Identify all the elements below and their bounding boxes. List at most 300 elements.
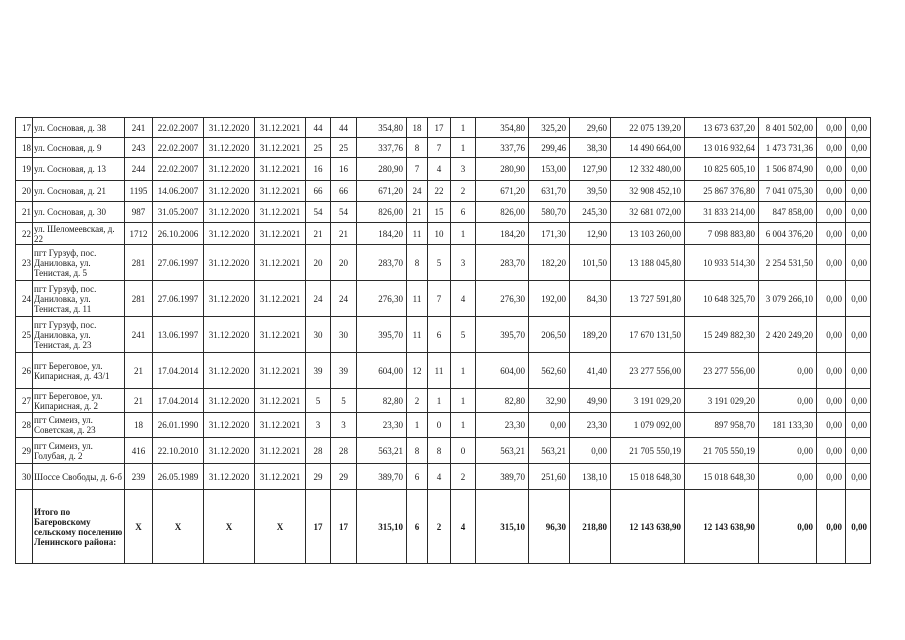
count-cell-4: 0 (428, 413, 451, 438)
area-cell-4: 39,50 (570, 181, 611, 202)
cell-code: 21 (125, 389, 153, 413)
count-cell-4: 22 (428, 181, 451, 202)
count-cell-2: 24 (331, 281, 357, 317)
table-row (16, 413, 871, 438)
zero-cell-1: 0,00 (817, 158, 846, 181)
zero-cell-1: 0,00 (817, 389, 846, 413)
zero-cell-1: 0,00 (817, 181, 846, 202)
zero-cell-2: 0,00 (846, 438, 871, 464)
address-cell: пгт Береговое, ул. Кипарисная, д. 43/1 (33, 353, 125, 389)
zero-cell-2: 0,00 (846, 389, 871, 413)
date-cell-1: 22.02.2007 (153, 138, 204, 158)
date-cell-2: 31.12.2020 (204, 158, 255, 181)
count-cell-1: 54 (306, 202, 331, 223)
count-cell-5: 1 (451, 118, 476, 138)
zero-cell-1: 0,00 (817, 245, 846, 281)
count-cell-4: 5 (428, 245, 451, 281)
zero-cell-2: 0,00 (846, 202, 871, 223)
total-count-cell-1: 17 (306, 490, 331, 564)
area-cell-1: 82,80 (357, 389, 407, 413)
date-cell-3: 31.12.2021 (255, 281, 306, 317)
count-cell-4: 6 (428, 317, 451, 353)
area-cell-4: 245,30 (570, 202, 611, 223)
cell-code: 1712 (125, 223, 153, 245)
count-cell-1: 20 (306, 245, 331, 281)
sum-cell-2: 31 833 214,00 (685, 202, 759, 223)
sum-cell-1: 14 490 664,00 (611, 138, 685, 158)
date-cell-2: 31.12.2020 (204, 413, 255, 438)
date-cell-1: 13.06.1997 (153, 317, 204, 353)
area-cell-2: 563,21 (476, 438, 529, 464)
area-cell-2: 671,20 (476, 181, 529, 202)
address-cell: пгт Симеиз, ул. Советская, д. 23 (33, 413, 125, 438)
count-cell-1: 66 (306, 181, 331, 202)
count-cell-3: 6 (407, 464, 428, 490)
cell-code: 281 (125, 245, 153, 281)
area-cell-1: 563,21 (357, 438, 407, 464)
sum-cell-3: 0,00 (759, 464, 817, 490)
total-area-cell-4: 218,80 (570, 490, 611, 564)
count-cell-2: 30 (331, 317, 357, 353)
sum-cell-1: 13 103 260,00 (611, 223, 685, 245)
table-row (16, 245, 871, 281)
sum-cell-2: 21 705 550,19 (685, 438, 759, 464)
count-cell-4: 11 (428, 353, 451, 389)
date-cell-1: 22.02.2007 (153, 118, 204, 138)
table-row (16, 158, 871, 181)
area-cell-2: 337,76 (476, 138, 529, 158)
date-cell-1: 26.01.1990 (153, 413, 204, 438)
date-cell-3: 31.12.2021 (255, 223, 306, 245)
sum-cell-2: 15 018 648,30 (685, 464, 759, 490)
date-cell-1: 31.05.2007 (153, 202, 204, 223)
area-cell-1: 23,30 (357, 413, 407, 438)
date-cell-3: 31.12.2021 (255, 464, 306, 490)
address-cell: пгт Гурзуф, пос. Даниловка, ул. Тенистая, д. 5 (33, 245, 125, 281)
count-cell-4: 4 (428, 158, 451, 181)
table-row (16, 389, 871, 413)
address-cell: ул. Сосновая, д. 13 (33, 158, 125, 181)
total-zero-cell-2: 0,00 (846, 490, 871, 564)
count-cell-2: 44 (331, 118, 357, 138)
total-count-cell-2: 17 (331, 490, 357, 564)
count-cell-5: 1 (451, 413, 476, 438)
table-row (16, 317, 871, 353)
count-cell-5: 3 (451, 245, 476, 281)
area-cell-4: 23,30 (570, 413, 611, 438)
total-row (16, 490, 871, 564)
area-cell-2: 604,00 (476, 353, 529, 389)
count-cell-3: 11 (407, 223, 428, 245)
total-area-cell-3: 96,30 (529, 490, 570, 564)
row-number: 28 (16, 413, 33, 438)
table-row (16, 138, 871, 158)
total-area-cell-1: 315,10 (357, 490, 407, 564)
total-sum-cell-2: 12 143 638,90 (685, 490, 759, 564)
area-cell-4: 84,30 (570, 281, 611, 317)
date-cell-3: 31.12.2021 (255, 317, 306, 353)
row-number: 20 (16, 181, 33, 202)
cell-code: 241 (125, 118, 153, 138)
address-cell: ул. Сосновая, д. 38 (33, 118, 125, 138)
count-cell-3: 8 (407, 245, 428, 281)
address-cell: ул. Сосновая, д. 21 (33, 181, 125, 202)
count-cell-1: 25 (306, 138, 331, 158)
sum-cell-3: 1 506 874,90 (759, 158, 817, 181)
sum-cell-2: 13 016 932,64 (685, 138, 759, 158)
row-number: 22 (16, 223, 33, 245)
count-cell-3: 21 (407, 202, 428, 223)
zero-cell-2: 0,00 (846, 181, 871, 202)
date-cell-3: 31.12.2021 (255, 389, 306, 413)
sum-cell-1: 12 332 480,00 (611, 158, 685, 181)
count-cell-3: 8 (407, 138, 428, 158)
row-number: 21 (16, 202, 33, 223)
date-cell-2: 31.12.2020 (204, 138, 255, 158)
sum-cell-2: 10 933 514,30 (685, 245, 759, 281)
total-count-cell-3: 6 (407, 490, 428, 564)
row-number: 24 (16, 281, 33, 317)
count-cell-1: 3 (306, 413, 331, 438)
count-cell-1: 5 (306, 389, 331, 413)
date-cell-2: 31.12.2020 (204, 353, 255, 389)
sum-cell-3: 0,00 (759, 389, 817, 413)
sum-cell-3: 7 041 075,30 (759, 181, 817, 202)
count-cell-5: 2 (451, 464, 476, 490)
count-cell-4: 15 (428, 202, 451, 223)
date-cell-2: 31.12.2020 (204, 118, 255, 138)
count-cell-2: 5 (331, 389, 357, 413)
area-cell-4: 127,90 (570, 158, 611, 181)
sum-cell-2: 25 867 376,80 (685, 181, 759, 202)
table-row (16, 281, 871, 317)
address-cell: ул. Сосновая, д. 30 (33, 202, 125, 223)
cell-code: 243 (125, 138, 153, 158)
area-cell-1: 389,70 (357, 464, 407, 490)
date-cell-1: 26.05.1989 (153, 464, 204, 490)
zero-cell-2: 0,00 (846, 413, 871, 438)
zero-cell-1: 0,00 (817, 223, 846, 245)
date-cell-2: 31.12.2020 (204, 281, 255, 317)
count-cell-2: 16 (331, 158, 357, 181)
count-cell-5: 3 (451, 158, 476, 181)
area-cell-3: 153,00 (529, 158, 570, 181)
count-cell-2: 39 (331, 353, 357, 389)
area-cell-1: 283,70 (357, 245, 407, 281)
date-cell-2: 31.12.2020 (204, 438, 255, 464)
count-cell-3: 24 (407, 181, 428, 202)
date-cell-1: 27.06.1997 (153, 245, 204, 281)
sum-cell-2: 7 098 883,80 (685, 223, 759, 245)
count-cell-3: 7 (407, 158, 428, 181)
row-number (16, 490, 33, 564)
table-row (16, 438, 871, 464)
date-cell-2: 31.12.2020 (204, 202, 255, 223)
address-cell: пгт Береговое, ул. Кипарисная, д. 2 (33, 389, 125, 413)
area-cell-1: 354,80 (357, 118, 407, 138)
area-cell-3: 32,90 (529, 389, 570, 413)
count-cell-4: 8 (428, 438, 451, 464)
count-cell-1: 16 (306, 158, 331, 181)
area-cell-4: 41,40 (570, 353, 611, 389)
area-cell-1: 395,70 (357, 317, 407, 353)
row-number: 25 (16, 317, 33, 353)
area-cell-2: 283,70 (476, 245, 529, 281)
zero-cell-1: 0,00 (817, 202, 846, 223)
area-cell-3: 206,50 (529, 317, 570, 353)
housing-table (15, 117, 871, 564)
area-cell-2: 395,70 (476, 317, 529, 353)
area-cell-3: 325,20 (529, 118, 570, 138)
date-cell-1: 17.04.2014 (153, 353, 204, 389)
area-cell-2: 82,80 (476, 389, 529, 413)
area-cell-4: 29,60 (570, 118, 611, 138)
address-cell: пгт Гурзуф, пос. Даниловка, ул. Тенистая, д. 23 (33, 317, 125, 353)
zero-cell-1: 0,00 (817, 118, 846, 138)
row-number: 30 (16, 464, 33, 490)
total-date-cell-3: X (255, 490, 306, 564)
count-cell-3: 12 (407, 353, 428, 389)
sum-cell-3: 0,00 (759, 438, 817, 464)
date-cell-3: 31.12.2021 (255, 181, 306, 202)
sum-cell-1: 23 277 556,00 (611, 353, 685, 389)
area-cell-3: 562,60 (529, 353, 570, 389)
zero-cell-1: 0,00 (817, 317, 846, 353)
sum-cell-1: 32 681 072,00 (611, 202, 685, 223)
count-cell-3: 11 (407, 317, 428, 353)
cell-code: 244 (125, 158, 153, 181)
area-cell-2: 354,80 (476, 118, 529, 138)
area-cell-2: 23,30 (476, 413, 529, 438)
date-cell-2: 31.12.2020 (204, 181, 255, 202)
zero-cell-2: 0,00 (846, 281, 871, 317)
count-cell-1: 30 (306, 317, 331, 353)
count-cell-5: 1 (451, 389, 476, 413)
address-cell: Шоссе Свободы, д. 6-б (33, 464, 125, 490)
cell-code: 416 (125, 438, 153, 464)
zero-cell-1: 0,00 (817, 353, 846, 389)
row-number: 27 (16, 389, 33, 413)
table-row (16, 353, 871, 389)
count-cell-2: 25 (331, 138, 357, 158)
total-address-cell: Итого по Багеровскому сельскому поселению Ленинского района: (33, 490, 125, 564)
area-cell-4: 0,00 (570, 438, 611, 464)
total-date-cell-1: X (153, 490, 204, 564)
table-row (16, 118, 871, 138)
date-cell-2: 31.12.2020 (204, 389, 255, 413)
area-cell-1: 276,30 (357, 281, 407, 317)
date-cell-1: 27.06.1997 (153, 281, 204, 317)
date-cell-3: 31.12.2021 (255, 438, 306, 464)
sum-cell-1: 3 191 029,20 (611, 389, 685, 413)
count-cell-3: 1 (407, 413, 428, 438)
count-cell-2: 29 (331, 464, 357, 490)
table-row (16, 181, 871, 202)
area-cell-1: 826,00 (357, 202, 407, 223)
date-cell-3: 31.12.2021 (255, 202, 306, 223)
zero-cell-2: 0,00 (846, 118, 871, 138)
area-cell-3: 0,00 (529, 413, 570, 438)
cell-code: 18 (125, 413, 153, 438)
area-cell-2: 184,20 (476, 223, 529, 245)
count-cell-4: 1 (428, 389, 451, 413)
area-cell-3: 631,70 (529, 181, 570, 202)
date-cell-3: 31.12.2021 (255, 353, 306, 389)
sum-cell-1: 22 075 139,20 (611, 118, 685, 138)
total-area-cell-2: 315,10 (476, 490, 529, 564)
count-cell-2: 54 (331, 202, 357, 223)
area-cell-3: 182,20 (529, 245, 570, 281)
zero-cell-2: 0,00 (846, 245, 871, 281)
count-cell-5: 6 (451, 202, 476, 223)
zero-cell-2: 0,00 (846, 138, 871, 158)
row-number: 29 (16, 438, 33, 464)
count-cell-2: 28 (331, 438, 357, 464)
sum-cell-2: 10 825 605,10 (685, 158, 759, 181)
zero-cell-2: 0,00 (846, 353, 871, 389)
address-cell: ул. Сосновая, д. 9 (33, 138, 125, 158)
table-row (16, 223, 871, 245)
sum-cell-3: 8 401 502,00 (759, 118, 817, 138)
count-cell-2: 3 (331, 413, 357, 438)
count-cell-4: 4 (428, 464, 451, 490)
sum-cell-3: 1 473 731,36 (759, 138, 817, 158)
date-cell-3: 31.12.2021 (255, 413, 306, 438)
count-cell-1: 24 (306, 281, 331, 317)
sum-cell-1: 17 670 131,50 (611, 317, 685, 353)
count-cell-2: 21 (331, 223, 357, 245)
date-cell-1: 22.02.2007 (153, 158, 204, 181)
sum-cell-1: 21 705 550,19 (611, 438, 685, 464)
sum-cell-1: 13 727 591,80 (611, 281, 685, 317)
count-cell-5: 4 (451, 281, 476, 317)
address-cell: ул. Шеломеевская, д. 22 (33, 223, 125, 245)
area-cell-1: 671,20 (357, 181, 407, 202)
area-cell-2: 280,90 (476, 158, 529, 181)
count-cell-5: 2 (451, 181, 476, 202)
cell-code: 281 (125, 281, 153, 317)
count-cell-1: 21 (306, 223, 331, 245)
area-cell-1: 184,20 (357, 223, 407, 245)
row-number: 19 (16, 158, 33, 181)
area-cell-1: 604,00 (357, 353, 407, 389)
sum-cell-2: 10 648 325,70 (685, 281, 759, 317)
count-cell-5: 1 (451, 138, 476, 158)
count-cell-4: 17 (428, 118, 451, 138)
table-row (16, 464, 871, 490)
sum-cell-1: 15 018 648,30 (611, 464, 685, 490)
area-cell-4: 101,50 (570, 245, 611, 281)
date-cell-3: 31.12.2021 (255, 138, 306, 158)
zero-cell-1: 0,00 (817, 413, 846, 438)
area-cell-2: 276,30 (476, 281, 529, 317)
total-sum-cell-1: 12 143 638,90 (611, 490, 685, 564)
count-cell-4: 10 (428, 223, 451, 245)
date-cell-1: 22.10.2010 (153, 438, 204, 464)
sum-cell-2: 13 673 637,20 (685, 118, 759, 138)
date-cell-3: 31.12.2021 (255, 118, 306, 138)
area-cell-1: 337,76 (357, 138, 407, 158)
sum-cell-2: 3 191 029,20 (685, 389, 759, 413)
date-cell-2: 31.12.2020 (204, 317, 255, 353)
row-number: 23 (16, 245, 33, 281)
count-cell-3: 2 (407, 389, 428, 413)
sum-cell-3: 6 004 376,20 (759, 223, 817, 245)
address-cell: пгт Гурзуф, пос. Даниловка, ул. Тенистая, д. 11 (33, 281, 125, 317)
sum-cell-3: 2 254 531,50 (759, 245, 817, 281)
count-cell-1: 39 (306, 353, 331, 389)
area-cell-3: 563,21 (529, 438, 570, 464)
area-cell-1: 280,90 (357, 158, 407, 181)
total-count-cell-4: 2 (428, 490, 451, 564)
total-date-cell-2: X (204, 490, 255, 564)
sum-cell-2: 23 277 556,00 (685, 353, 759, 389)
count-cell-2: 20 (331, 245, 357, 281)
count-cell-4: 7 (428, 281, 451, 317)
area-cell-3: 580,70 (529, 202, 570, 223)
zero-cell-2: 0,00 (846, 464, 871, 490)
count-cell-4: 7 (428, 138, 451, 158)
sum-cell-3: 0,00 (759, 353, 817, 389)
date-cell-3: 31.12.2021 (255, 158, 306, 181)
zero-cell-1: 0,00 (817, 138, 846, 158)
sum-cell-1: 13 188 045,80 (611, 245, 685, 281)
sum-cell-1: 1 079 092,00 (611, 413, 685, 438)
date-cell-1: 14.06.2007 (153, 181, 204, 202)
count-cell-3: 18 (407, 118, 428, 138)
area-cell-2: 389,70 (476, 464, 529, 490)
cell-code: 1195 (125, 181, 153, 202)
address-cell: пгт Симеиз, ул. Голубая, д. 2 (33, 438, 125, 464)
sum-cell-3: 3 079 266,10 (759, 281, 817, 317)
count-cell-1: 29 (306, 464, 331, 490)
zero-cell-2: 0,00 (846, 223, 871, 245)
area-cell-4: 12,90 (570, 223, 611, 245)
count-cell-2: 66 (331, 181, 357, 202)
zero-cell-1: 0,00 (817, 464, 846, 490)
row-number: 26 (16, 353, 33, 389)
sum-cell-3: 847 858,00 (759, 202, 817, 223)
row-number: 18 (16, 138, 33, 158)
date-cell-2: 31.12.2020 (204, 223, 255, 245)
zero-cell-2: 0,00 (846, 317, 871, 353)
count-cell-3: 11 (407, 281, 428, 317)
count-cell-5: 0 (451, 438, 476, 464)
zero-cell-1: 0,00 (817, 438, 846, 464)
count-cell-5: 1 (451, 353, 476, 389)
area-cell-3: 251,60 (529, 464, 570, 490)
total-cell-code: X (125, 490, 153, 564)
sum-cell-1: 32 908 452,10 (611, 181, 685, 202)
total-sum-cell-3: 0,00 (759, 490, 817, 564)
sum-cell-2: 897 958,70 (685, 413, 759, 438)
sum-cell-3: 181 133,30 (759, 413, 817, 438)
count-cell-3: 8 (407, 438, 428, 464)
cell-code: 239 (125, 464, 153, 490)
count-cell-5: 1 (451, 223, 476, 245)
date-cell-1: 17.04.2014 (153, 389, 204, 413)
date-cell-2: 31.12.2020 (204, 245, 255, 281)
area-cell-2: 826,00 (476, 202, 529, 223)
sum-cell-2: 15 249 882,30 (685, 317, 759, 353)
area-cell-4: 138,10 (570, 464, 611, 490)
area-cell-3: 192,00 (529, 281, 570, 317)
total-count-cell-5: 4 (451, 490, 476, 564)
count-cell-5: 5 (451, 317, 476, 353)
area-cell-4: 38,30 (570, 138, 611, 158)
count-cell-1: 28 (306, 438, 331, 464)
cell-code: 987 (125, 202, 153, 223)
